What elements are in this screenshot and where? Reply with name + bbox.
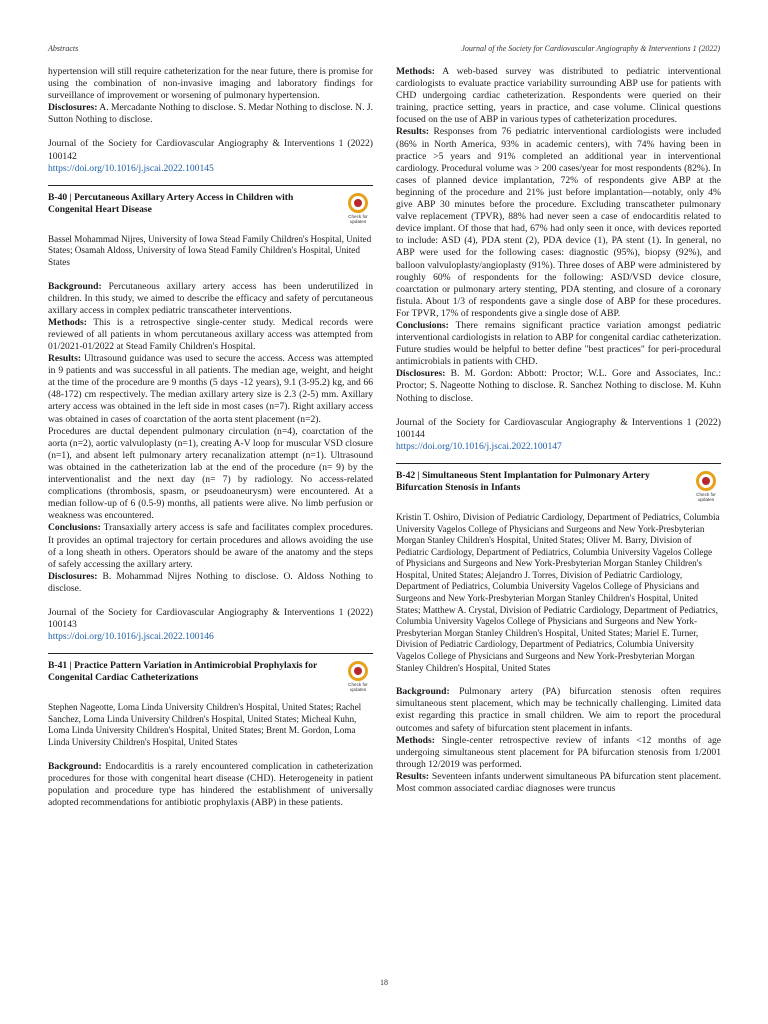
- check-for-updates-badge[interactable]: Check for updates: [343, 661, 373, 695]
- b41-citation: Journal of the Society for Cardiovascular Angiography & Interventions 1 (2022) 100144: [396, 416, 721, 440]
- b41-authors: Stephen Nageotte, Loma Linda University Children's Hospital, United States; Rachel Sanchez, Loma Linda University Children's Hospital, United States; Micheal Kuhn, Loma Linda University Children's Hospital, United States; Brent M. Gordon, Loma Linda University Children's Hospital, United States: [48, 702, 362, 748]
- b41-results: Results: Responses from 76 pediatric interventional cardiologists were included (86% in North America, 93% in academic centers), with 74% having been in practice >5 years and 91% completed an additional year in interventional cardiology. Procedural volume was > 200 cases/year for most respondents (82%). In cases of planned device implantation, 72% of respondents give ABP at the beginning of the procedure and 21% just before implantation—notably, only 4% give ABP 30 minutes before the procedure. Excluding transcatheter pulmonary valve replacement (TPVR), 88% had never seen a case of endocarditis related to device implant. Of those that had, 67% had only seen it once, with devices reported to include: ASD (4), PDA stent (2), PDA device (1), PA stent (1). In general, no ABP were used for the following cases: diagnostic (95%), biopsy (92%), and balloon valvuloplasty/angioplasty (91%). Three doses of ABP were administered by roughly 60% of respondents for the following: ASD/VSD device closure, coarctation or pulmonary artery stenting, PDA stenting, and closure of a coronary fistula. About 1/3 of respondents gave a single dose of ABP for these procedures. For TPVR, 17% of respondents give a single dose of ABP.: [396, 126, 721, 319]
- b40-header: [48, 185, 373, 228]
- b41-methods: Methods: A web-based survey was distributed to pediatric interventional cardiologists to evaluate practice variability surrounding ABP use for patients with CHD undergoing cardiac catheterization. Respondents were queried on their training, practice setting, years in practice, and case volume. Clinical questions focused on the use of ABP in various types of catheterization procedures.: [396, 66, 721, 126]
- prev-disclosures: Disclosures: A. Mercadante Nothing to disclose. S. Medar Nothing to disclose. N. J. Sutton Nothing to disclose.: [48, 102, 373, 126]
- b40-conclusions: Conclusions: Transaxially artery access is safe and facilitates complex procedures. It provides an optimal trajectory for certain procedures and allows avoiding the use of a long sheath in others. Operators should be aware of the anatomy and the steps of safely accessing the axillary artery.: [48, 522, 373, 570]
- b40-doi-link[interactable]: https://doi.org/10.1016/j.jscai.2022.100146: [48, 631, 214, 643]
- b40-results-continued: Procedures are ductal dependent pulmonary circulation (n=4), coarctation of the aorta (n=2), aortic valvuloplasty (n=1), creating A-V loop for muscular VSD closure (n=1), and absent left pulmonary artery recanalization attempt (n=1). Ultrasound was obtained in the catheterization lab at the end of the procedure (n= 9) by the interventionalist and the next day (n= 7) by radiology. No access-related complications (thrombosis, spasm, or pseudoaneurysm) were encountered. At a median follow-up of 6 (0.5-9) months, all patients were alive. No limb perfusion or weakness was encountered.: [48, 425, 373, 522]
- b42-authors: Kristin T. Oshiro, Division of Pediatric Cardiology, Department of Pediatrics, Columbia University Vagelos College of Physicians and Surgeons and New York-Presbyterian Morgan Stanley Children's Hospital, United States; Oliver M. Barry, Division of Pediatric Cardiology, Department of Pediatrics, Columbia University Vagelos College of Physicians and Surgeons and New York-Presbyterian Morgan Stanley Children's Hospital, United States; Alejandro J. Torres, Division of Pediatric Cardiology, Department of Pediatrics, Columbia University Vagelos College of Physicians and Surgeons and New York-Presbyterian Morgan Stanley Children's Hospital, United States; Matthew A. Crystal, Division of Pediatric Cardiology, Department of Pediatrics, Columbia University Vagelos College of Physicians and Surgeons and New York-Presbyterian Morgan Stanley Children's Hospital, United States; Mariel E. Turner, Division of Pediatric Cardiology, Department of Pediatrics, Columbia University Vagelos College of Physicians and Surgeons and New York-Presbyterian Morgan Stanley Children's Hospital, United States: [396, 511, 720, 673]
- prev-doi-link[interactable]: https://doi.org/10.1016/j.jscai.2022.100145: [48, 162, 214, 174]
- check-updates-icon: [348, 193, 368, 213]
- b42-header: [396, 463, 721, 506]
- check-for-updates-badge[interactable]: Check for updates: [691, 471, 721, 505]
- b40-methods: Methods: This is a retrospective single-center study. Medical records were reviewed of all patients in whom percutaneous axillary access was attempted from 01/2021-01/2022 at Stead Family Children's Hospital.: [48, 316, 373, 352]
- b40-results: Results: Ultrasound guidance was used to secure the access. Access was attempted in 9 patients and was successful in all patients. The median age, weight, and height at the time of the procedure are 9 months (5 days -12 years), 9.1 (3-95.2) kg, and 66 (48-172) cm respectively. The median axillary artery size is 2.3 (2-5) mm. Axillary artery access was obtained in the left side in most cases (n=7). Right axillary access was obtained in cases of coarctation of the aorta stent placement (n=2).: [48, 353, 374, 425]
- b40-background: Background: Percutaneous axillary artery access has been underutilized in children. In this study, we aimed to describe the efficacy and safety of percutaneous axillary access in complex pediatric transcatheter interventions.: [48, 280, 373, 316]
- header-section: Abstracts: [48, 44, 79, 53]
- check-for-updates-badge[interactable]: Check for updates: [343, 193, 373, 227]
- right-column: [396, 66, 721, 795]
- page-number: 18: [380, 978, 388, 987]
- b40-title: B-40 | Percutaneous Axillary Artery Access in Children with Congenital Heart Disease: [48, 191, 294, 215]
- check-updates-icon: [348, 661, 368, 681]
- prev-abstract-tail: hypertension will still require catheterization for the near future, there is promise for using the combination of non-invasive imaging and laboratory findings for surveillance of improvement or worsening of pulmonary hypertension.: [48, 66, 373, 102]
- check-updates-icon: [696, 471, 716, 491]
- b42-methods: Methods: Single-center retrospective review of infants <12 months of age undergoing simultaneous stent placement for PA bifurcation stenosis from 1/2001 through 12/2019 was performed.: [396, 734, 722, 770]
- b42-background: Background: Pulmonary artery (PA) bifurcation stenosis often requires simultaneous stent placement, which may be technically challenging. Limited data exist regarding this practice in small children. We aim to report the procedural outcomes and safety of bifurcation stent placement in infants.: [396, 686, 721, 734]
- b41-conclusions: Conclusions: There remains significant practice variation amongst pediatric interventional cardiologists in relation to ABP for congenital cardiac catheterization. Future studies would be helpful to better define "best practices" for peri-procedural antimicrobials in patients with CHD.: [396, 319, 721, 368]
- b41-background: Background: Endocarditis is a rarely encountered complication in catheterization procedures for those with congenital heart disease (CHD). Heterogeneity in patient population and procedure type has hindered the establishment of universally adopted recommendations for antibiotic prophylaxis (ABP) in these patients.: [48, 760, 373, 808]
- b41-doi-link[interactable]: https://doi.org/10.1016/j.jscai.2022.100147: [396, 440, 562, 452]
- b40-citation: Journal of the Society for Cardiovascular Angiography & Interventions 1 (2022) 100143: [48, 606, 373, 631]
- b42-results: Results: Seventeen infants underwent simultaneous PA bifurcation stent placement. Most common associated cardiac diagnoses were truncus: [396, 770, 722, 794]
- b40-disclosures: Disclosures: B. Mohammad Nijres Nothing to disclose. O. Aldoss Nothing to disclose.: [48, 570, 373, 594]
- left-column: [48, 66, 373, 809]
- b41-disclosures: Disclosures: B. M. Gordon: Abbott: Proctor; W.L. Gore and Associates, Inc.: Proctor; S. Nageotte Nothing to disclose. R. Sanchez Nothing to disclose. M. Kuhn Nothing to disclose.: [396, 368, 721, 404]
- b40-authors: Bassel Mohammad Nijres, University of Iowa Stead Family Children's Hospital, United States; Osamah Aldoss, University of Iowa Stead Family Children's Hospital, United States: [48, 233, 372, 267]
- b42-title: B-42 | Simultaneous Stent Implantation for Pulmonary Artery Bifurcation Stenosis in Infants: [396, 469, 650, 493]
- b41-title: B-41 | Practice Pattern Variation in Antimicrobial Prophylaxis for Congenital Cardiac Catheterizations: [48, 660, 318, 684]
- b41-header: [48, 653, 373, 696]
- running-header: [48, 44, 720, 53]
- header-journal: Journal of the Society for Cardiovascular Angiography & Interventions 1 (2022): [461, 44, 720, 53]
- prev-citation: Journal of the Society for Cardiovascular Angiography & Interventions 1 (2022) 100142: [48, 138, 373, 162]
